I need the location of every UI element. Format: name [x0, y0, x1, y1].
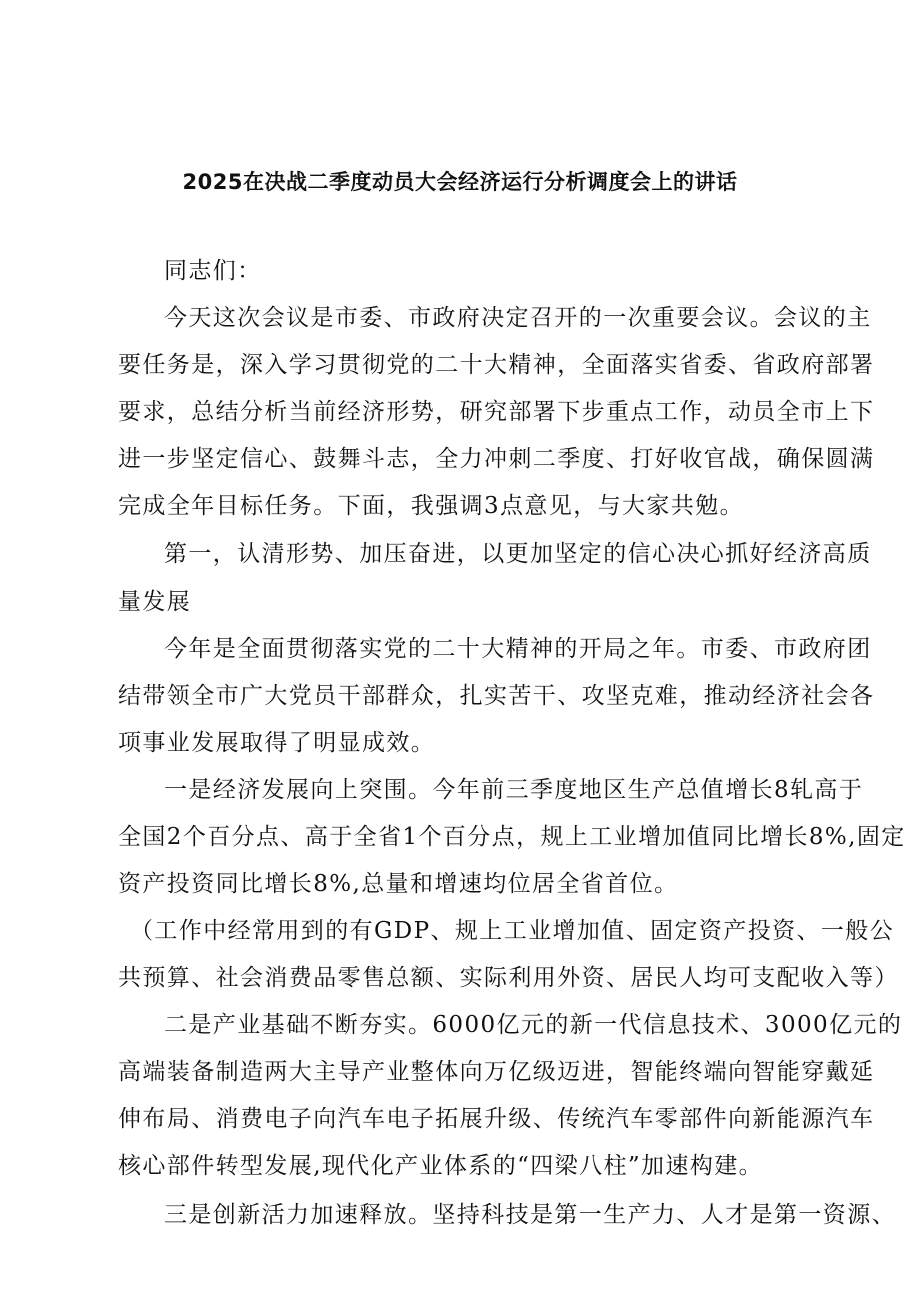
paragraph-line: 高端装备制造两大主导产业整体向万亿级迈进，智能终端向智能穿戴延	[118, 1059, 875, 1085]
paragraph-line: 伸布局、消费电子向汽车电子拓展升级、传统汽车零部件向新能源汽车	[118, 1106, 875, 1132]
paragraph-line: 二是产业基础不断夯实。6000亿元的新一代信息技术、3000亿元的	[164, 1012, 903, 1038]
paragraph-line: 项事业发展取得了明显成效。	[118, 730, 436, 756]
paragraph-line: 三是创新活力加速释放。坚持科技是第一生产力、人才是第一资源、	[164, 1202, 896, 1228]
note-line: （工作中经常用到的有GDP、规上工业增加值、固定资产投资、一般公	[130, 918, 895, 944]
paragraph-line: 核心部件转型发展,现代化产业体系的“四梁八柱”加速构建。	[118, 1153, 764, 1179]
paragraph-line: 要任务是，深入学习贯彻党的二十大精神，全面落实省委、省政府部署	[118, 352, 875, 378]
paragraph-line: 进一步坚定信心、鼓舞斗志，全力冲刺二季度、打好收官战，确保圆满	[118, 446, 875, 472]
paragraph-line: 要求，总结分析当前经济形势，研究部署下步重点工作，动员全市上下	[118, 399, 875, 425]
document-title: 2025在决战二季度动员大会经济运行分析调度会上的讲话	[182, 170, 738, 194]
section-heading-line: 第一，认清形势、加压奋进，以更加坚定的信心决心抓好经济高质	[164, 541, 872, 567]
paragraph-line: 完成全年目标任务。下面，我强调3点意见，与大家共勉。	[118, 493, 745, 519]
note-line: 共预算、社会消费品零售总额、实际利用外资、居民人均可支配收入等）	[118, 965, 899, 991]
paragraph-line: 一是经济发展向上突围。今年前三季度地区生产总值增长8轧高于	[164, 777, 864, 803]
paragraph-line: 结带领全市广大党员干部群众，扎实苦干、攻坚克难，推动经济社会各	[118, 683, 875, 709]
salutation: 同志们：	[164, 258, 262, 284]
paragraph-line: 今年是全面贯彻落实党的二十大精神的开局之年。市委、市政府团	[164, 636, 872, 662]
paragraph-line: 今天这次会议是市委、市政府决定召开的一次重要会议。会议的主	[164, 305, 872, 331]
section-heading-line: 量发展	[118, 589, 192, 615]
paragraph-line: 资产投资同比增长8%,总量和增速均位居全省首位。	[118, 871, 679, 897]
paragraph-line: 全国2个百分点、高于全省1个百分点，规上工业增加值同比增长8%,固定	[118, 824, 906, 850]
